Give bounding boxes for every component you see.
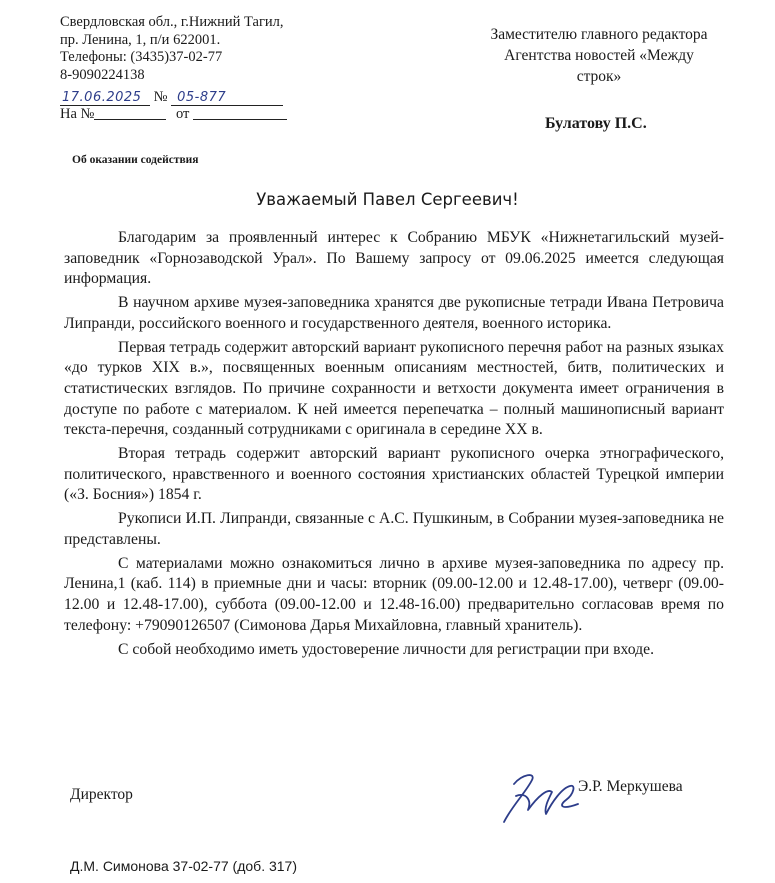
number-sign: №: [153, 89, 168, 105]
sender-line: Свердловская обл., г.Нижний Тагил,: [60, 14, 284, 30]
outgoing-date: 17.06.2025: [60, 90, 150, 106]
reply-to-label: На №: [60, 106, 95, 122]
addressee-block: [458, 24, 740, 87]
handwritten-signature: [492, 766, 582, 828]
signatory-title: Директор: [70, 786, 133, 803]
salutation: Уважаемый Павел Сергеевич!: [256, 190, 519, 209]
body-paragraph: Благодарим за проявленный интерес к Собранию МБУК «Нижнетагильский музей-заповедник «Горнозаводской Урал». По Вашему запросу от 09.06.2025 имеется следующая информация.: [64, 229, 724, 288]
letter-subject: Об оказании содействия: [72, 154, 199, 166]
outgoing-registration: [60, 89, 283, 106]
body-paragraph: Первая тетрадь содержит авторский вариант рукописного перечня работ на разных языках «до турков XIX в.», посвященных военным описаниям местностей, битв, политических и статистических взглядов. По причине сохранности и ветхости документа имеет ограничения в доступе по работе с материалом. К ней имеется перепечатка – полный машинописный вариант текста-перечня, созданный сотрудниками с оригинала в середине XX в.: [64, 338, 724, 439]
body-paragraph: Вторая тетрадь содержит авторский вариант рукописного очерка этнографического, политического, нравственного и военного состояния христианских областей Турецкой империи («З. Босния») 1854 г.: [64, 445, 724, 504]
reply-date-blank: [193, 106, 287, 120]
body-paragraph: В научном архиве музея-заповедника хранятся две рукописные тетради Ивана Петровича Липранди, российского военного и государственного деятеля, военного историка.: [64, 294, 724, 332]
addressee-line: строк»: [576, 68, 622, 85]
addressee-line: Агентства новостей «Между: [504, 47, 694, 64]
executor-contact: Д.М. Симонова 37-02-77 (доб. 317): [70, 858, 297, 874]
reply-reference: [60, 106, 287, 123]
body-paragraph: Рукописи И.П. Липранди, связанные с А.С. Пушкиным, в Собрании музея-заповедника не представлены.: [64, 510, 724, 548]
signatory-name: Э.Р. Меркушева: [578, 778, 683, 795]
body-paragraph: С материалами можно ознакомиться лично в архиве музея-заповедника по адресу пр. Ленина,1 (каб. 114) в приемные дни и часы: вторник (09.00-12.00 и 12.48-17.00), четверг (09.00-12.00 и 12.48-17.00), суббота (09.00-12.00 и 12.48-16.00) предварительно согласовав время по телефону: +79090126507 (Симонова Дарья Михайловна, главный хранитель).: [64, 554, 724, 634]
sender-line: Телефоны: (3435)37-02-77: [60, 49, 223, 66]
sender-address-block: [60, 14, 284, 84]
sender-line: 8-9090224138: [60, 66, 145, 83]
addressee-name: Булатову П.С.: [545, 115, 647, 132]
reply-from-label: от: [176, 106, 190, 122]
addressee-line: Заместителю главного редактора: [490, 26, 708, 43]
reply-number-blank: [94, 106, 166, 120]
letter-body: [64, 228, 724, 664]
body-paragraph: С собой необходимо иметь удостоверение личности для регистрации при входе.: [118, 640, 654, 658]
sender-line: пр. Ленина, 1, п/и 622001.: [60, 31, 221, 48]
outgoing-number: 05-877: [171, 90, 283, 106]
